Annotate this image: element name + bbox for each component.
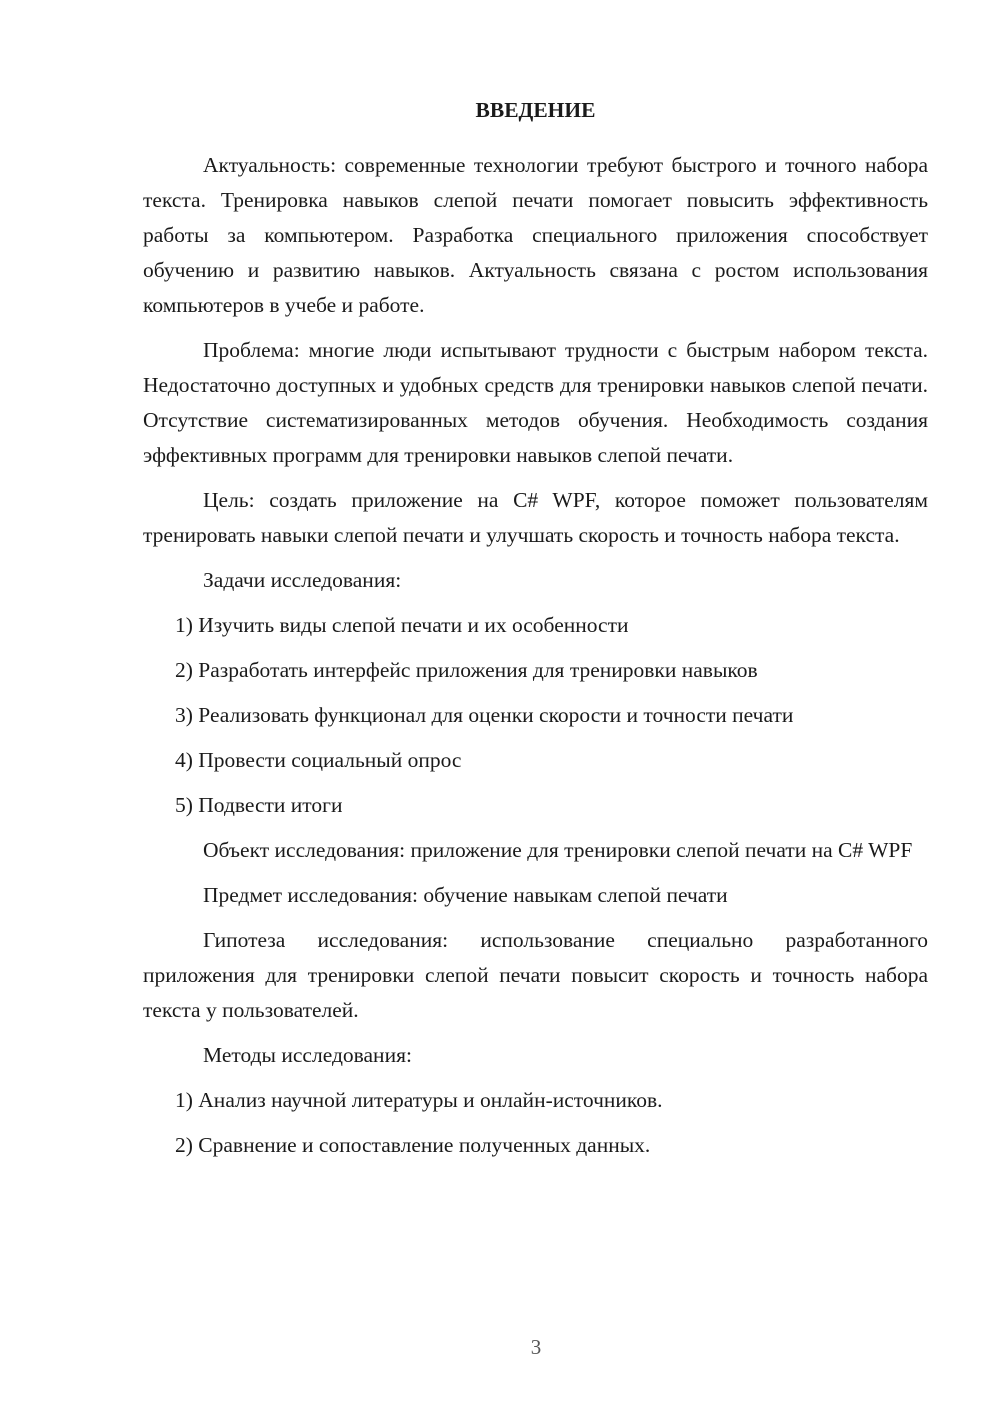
document-page [143,92,928,1173]
methods-heading: Методы исследования: [203,1043,412,1067]
method-item-2: 2) Сравнение и сопоставление полученных данных. [175,1133,651,1157]
page-number: 3 [530,1335,542,1359]
relevance-paragraph: Актуальность: современные технологии требуют быстрого и точного набора текста. Тренировка навыков слепой печати помогает повысить эффективность работы за компьютером. Разработка специального приложения способствует обучению и развитию навыков. Актуальность связана с ростом использования компьютеров в учебе и работе. [143,153,928,317]
task-item-1: 1) Изучить виды слепой печати и их особенности [175,613,629,637]
section-title: ВВЕДЕНИЕ [475,98,596,122]
hypothesis-paragraph: Гипотеза исследования: использование специально разработанного приложения для тренировки слепой печати повысит скорость и точность набора текста у пользователей. [143,928,928,1022]
tasks-heading: Задачи исследования: [203,568,402,592]
task-item-4: 4) Провести социальный опрос [175,748,462,772]
method-item-1: 1) Анализ научной литературы и онлайн-источников. [175,1088,663,1112]
task-item-2: 2) Разработать интерфейс приложения для тренировки навыков [175,658,758,682]
task-item-3: 3) Реализовать функционал для оценки скорости и точности печати [175,703,794,727]
problem-paragraph: Проблема: многие люди испытывают трудности с быстрым набором текста. Недостаточно доступных и удобных средств для тренировки навыков слепой печати. Отсутствие систематизированных методов обучения. Необходимость создания эффективных программ для тренировки навыков слепой печати. [143,338,928,467]
subject-paragraph: Предмет исследования: обучение навыкам слепой печати [203,883,728,907]
task-item-5: 5) Подвести итоги [175,793,343,817]
object-paragraph: Объект исследования: приложение для тренировки слепой печати на C# WPF [203,838,913,862]
goal-paragraph: Цель: создать приложение на C# WPF, которое поможет пользователям тренировать навыки слепой печати и улучшать скорость и точность набора текста. [143,488,928,547]
